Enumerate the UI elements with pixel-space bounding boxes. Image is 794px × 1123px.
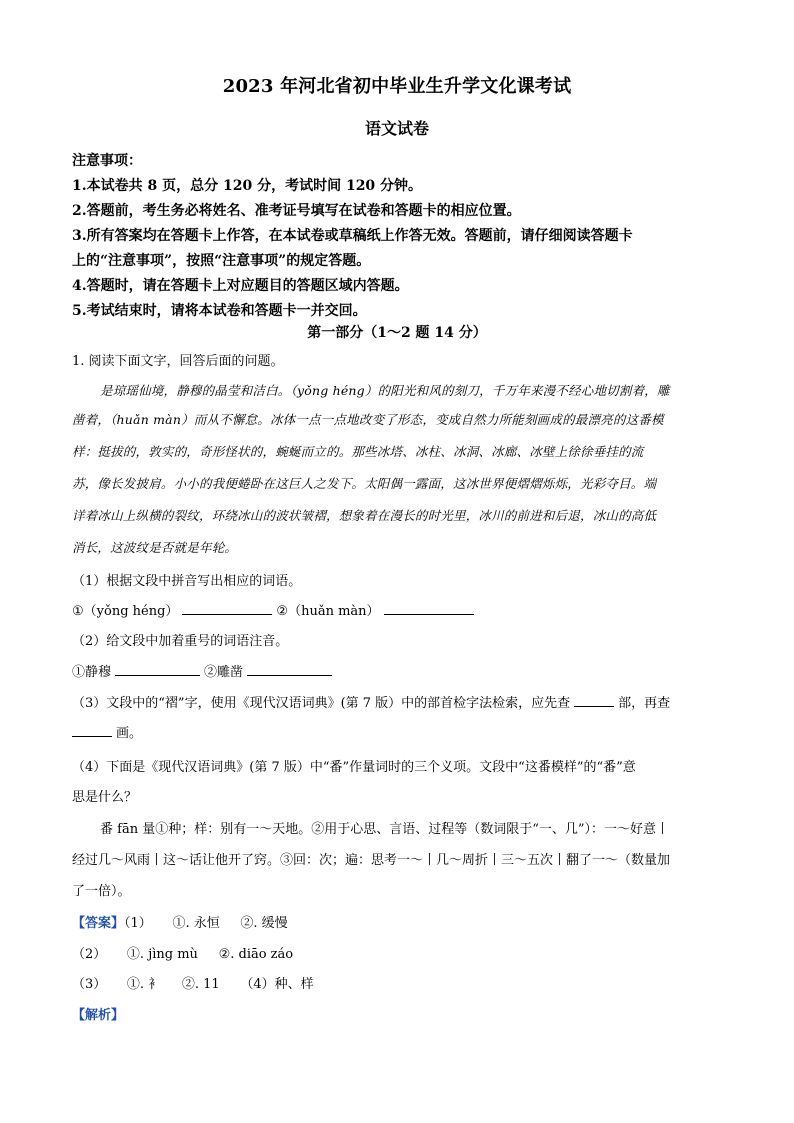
note-item-3a: 3.所有答案均在答题卡上作答，在本试卷或草稿纸上作答无效。答题前，请仔细阅读答题卡 [72, 228, 633, 244]
answer-blank[interactable] [72, 722, 112, 737]
blank-label-b: ②雕凿 [204, 665, 244, 680]
passage-line-3: 样：挺拔的，敦实的，奇形怪状的，蜿蜒而立的。那些冰塔、冰柱、冰洞、冰廊、冰壁上徐徐垂挂的流 [72, 444, 644, 459]
part-one-heading: 第一部分（1～2 题 14 分） [307, 325, 487, 341]
passage-line-5: 详着冰山上纵横的裂纹，环绕冰山的波状皱褶，想象着在漫长的时光里，冰川的前进和后退，冰山的高低 [72, 508, 657, 523]
definition-line-3: 了一倍）。 [72, 884, 131, 899]
note-item-5: 5.考试结束时，请将本试卷和答题卡一并交回。 [72, 303, 367, 319]
definition-line-2: 经过几～风雨丨这～话让他开了窍。③回：次；遍：思考一～丨几～周折丨三～五次丨翻了一～（数量加 [72, 853, 671, 868]
question-1-intro: 1. 阅读下面文字，回答后面的问题。 [72, 354, 284, 369]
answer-blank[interactable] [247, 661, 332, 676]
exam-subtitle: 语文试卷 [364, 119, 429, 138]
answer-row-1: 【答案】（1） ①. 永恒 ②. 缓慢 [72, 916, 288, 931]
answer-row-3: （3） ①. 衤 ②. 11 （4）种、样 [72, 977, 314, 992]
sub-question-4-line-2: 思是什么？ [72, 790, 138, 805]
blank-label-b: ②（huǎn màn） [276, 604, 380, 619]
blank-label-a: ①静穆 [72, 665, 112, 680]
sub-question-3-line-2: 画。 [72, 722, 722, 741]
note-item-2: 2.答题前，考生务必将姓名、准考证号填写在试卷和答题卡的相应位置。 [72, 203, 521, 219]
answer-blank[interactable] [182, 600, 272, 615]
notes-heading: 注意事项： [72, 153, 142, 169]
definition-line-1: 番 fān 量①种；样：别有一～天地。②用于心思、言语、过程等（数词限于“一、几”）：一～好意丨 [100, 822, 669, 837]
passage-line-1: 是琼瑶仙境，静穆的晶莹和洁白。（yǒng héng）的阳光和风的刻刀，千万年来漫不经心地切割着，雕 [100, 383, 670, 398]
note-item-1: 1.本试卷共 8 页，总分 120 分，考试时间 120 分钟。 [72, 178, 423, 194]
answer-blank[interactable] [115, 661, 200, 676]
sub-question-1-blanks [72, 600, 722, 619]
exam-title: 2023 年河北省初中毕业生升学文化课考试 [222, 76, 572, 97]
analysis-tag: 【解析】 [72, 1008, 125, 1023]
answer-row-2: （2） ①. jìng mù ②. diāo záo [72, 947, 294, 962]
passage-line-4: 苏，像长发披肩。小小的我便蜷卧在这巨人之发下。太阳偶一露面，这冰世界便熠熠烁烁，光彩夺目。端 [72, 476, 657, 491]
blank-label-a: ①（yǒng héng） [72, 604, 179, 619]
sub-question-2: （2）给文段中加着重号的词语注音。 [72, 634, 289, 649]
answer-blank[interactable] [574, 692, 614, 707]
passage-line-2: 凿着，（huǎn màn）而从不懈怠。冰体一点一点地改变了形态，变成自然力所能刻画成的最漂亮的这番模 [72, 412, 664, 427]
sub-question-4-line-1: （4）下面是《现代汉语词典》(第 7 版）中“番”作量词时的三个义项。文段中“这番模样”的“番”意 [72, 760, 636, 775]
sub-question-2-blanks [72, 661, 722, 680]
note-item-3b: 上的“注意事项”，按照“注意事项”的规定答题。 [72, 253, 371, 269]
answer-tag: 【答案】 [72, 916, 125, 931]
note-item-4: 4.答题时，请在答题卡上对应题目的答题区域内答题。 [72, 278, 409, 294]
answer-blank[interactable] [384, 600, 474, 615]
sub-question-1: （1）根据文段中拼音写出相应的词语。 [72, 574, 302, 589]
sub-question-3-line-1: （3）文段中的“褶”字，使用《现代汉语词典》(第 7 版）中的部首检字法检索，应先查 部，再查 [72, 692, 722, 711]
passage-line-6: 消长，这波纹是否就是年轮。 [72, 540, 238, 555]
